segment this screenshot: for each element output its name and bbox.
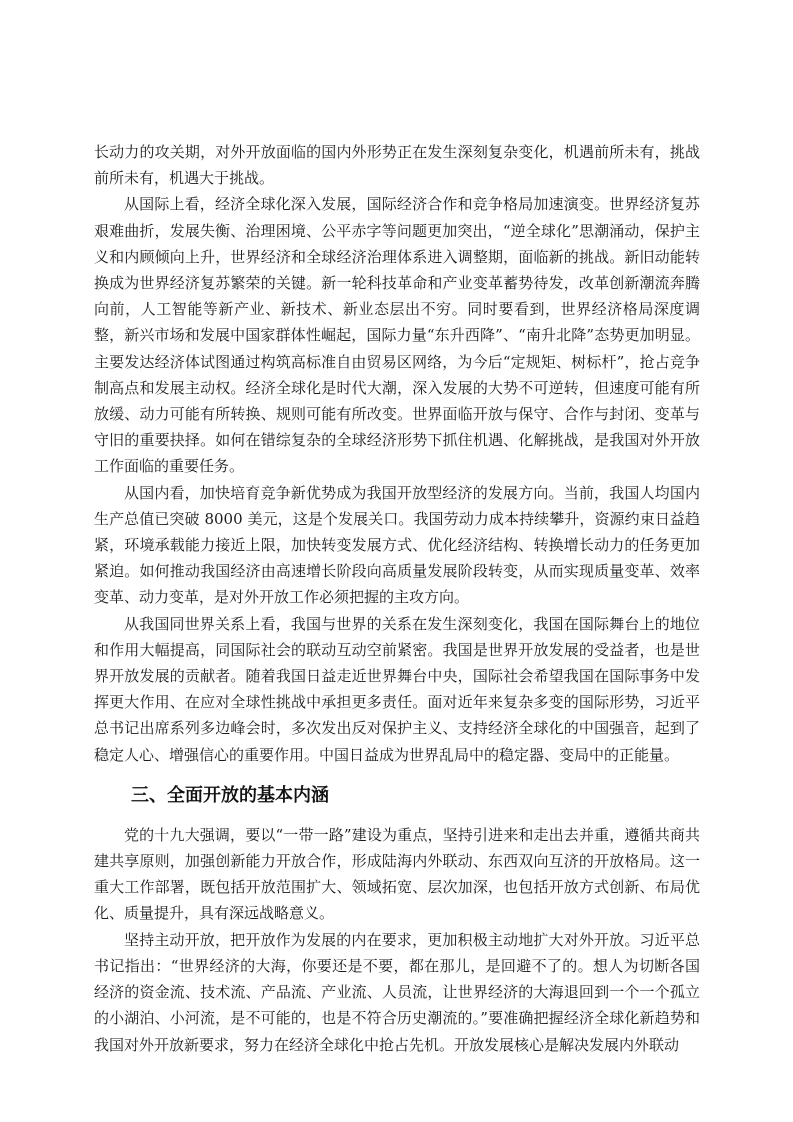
section-heading: 三、全面开放的基本内涵: [131, 784, 329, 806]
document-page: [94, 139, 700, 1058]
paragraph-active-opening: 坚持主动开放，把开放作为发展的内在要求，更加积极主动地扩大对外开放。习近平总书记指出：“世界经济的大海，你要还是不要，都在那儿，是回避不了的。想人为切断各国经济的资金流、技术流、产品流、产业流、人员流，让世界经济的大海退回到一个一个孤立的小湖泊、小河流，是不可能的，也是不符合历史潮流的。”要准确把握经济全球化新趋势和我国对外开放新要求，努力在经济全球化中抢占先机。开放发展核心是解决发展内外联动: [94, 930, 700, 1054]
paragraph-continuation: 长动力的攻关期，对外开放面临的国内外形势正在发生深刻复杂变化，机遇前所未有，挑战前所未有，机遇大于挑战。: [94, 143, 700, 188]
paragraph-international-view: 从国际上看，经济全球化深入发展，国际经济合作和竞争格局加速演变。世界经济复苏艰难曲折，发展失衡、治理困境、公平赤字等问题更加突出，“逆全球化”思潮涌动，保护主义和内顾倾向上升，世界经济和全球经济治理体系进入调整期，面临新的挑战。新旧动能转换成为世界经济复苏繁荣的关键。新一轮科技革命和产业变革蓄势待发，改革创新潮流奔腾向前，人工智能等新产业、新技术、新业态层出不穷。同时要看到，世界经济格局深度调整，新兴市场和发展中国家群体性崛起，国际力量“东升西降”、“南升北降”态势更加明显。主要发达经济体试图通过构筑高标准自由贸易区网络，为今后“定规矩、树标杆”，抢占竞争制高点和发展主动权。经济全球化是时代大潮，深入发展的大势不可逆转，但速度可能有所放缓、动力可能有所转换、规则可能有所改变。世界面临开放与保守、合作与封闭、变革与守旧的重要抉择。如何在错综复杂的全球经济形势下抓住机遇、化解挑战，是我国对外开放工作面临的重要任务。: [94, 195, 700, 476]
paragraph-china-world-relations: 从我国同世界关系上看，我国与世界的关系在发生深刻变化，我国在国际舞台上的地位和作用大幅提高，同国际社会的联动互动空前紧密。我国是世界开放发展的受益者，也是世界开放发展的贡献者。随着我国日益走近世界舞台中央，国际社会希望我国在国际事务中发挥更大作用、在应对全球性挑战中承担更多责任。面对近年来复杂多变的国际形势，习近平总书记出席系列多边峰会时，多次发出反对保护主义、支持经济全球化的中国强音，起到了稳定人心、增强信心的重要作用。中国日益成为世界乱局中的稳定器、变局中的正能量。: [94, 614, 700, 764]
paragraph-domestic-view: 从国内看，加快培育竞争新优势成为我国开放型经济的发展方向。当前，我国人均国内生产总值已突破 8000 美元，这是个发展关口。我国劳动力成本持续攀升，资源约束日益趋紧，环境承载能力接近上限，加快转变发展方式、优化经济结构、转换增长动力的任务更加紧迫。如何推动我国经济由高速增长阶段向高质量发展阶段转变，从而实现质量变革、效率变革、动力变革，是对外开放工作必须把握的主攻方向。: [94, 483, 700, 607]
paragraph-nineteenth-congress: 党的十九大强调，要以“一带一路”建设为重点，坚持引进来和走出去并重，遵循共商共建共享原则，加强创新能力开放合作，形成陆海内外联动、东西双向互济的开放格局。这一重大工作部署，既包括开放范围扩大、领域拓宽、层次加深，也包括开放方式创新、布局优化、质量提升，具有深远战略意义。: [94, 825, 700, 923]
